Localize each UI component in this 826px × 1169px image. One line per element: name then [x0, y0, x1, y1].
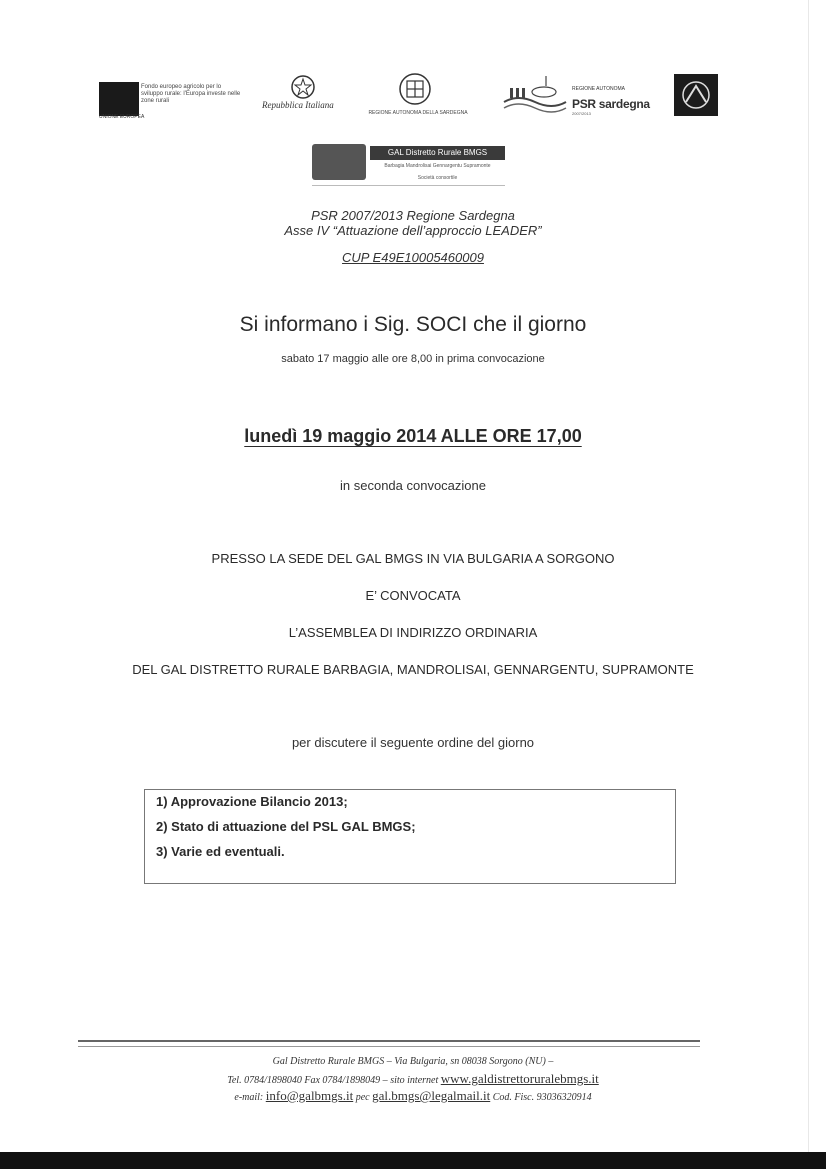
agenda-item: 2) Stato di attuazione del PSL GAL BMGS;	[156, 819, 416, 834]
republic-logo-text: Repubblica Italiana	[262, 100, 334, 110]
gal-logo-subtitle-2: Società consortile	[417, 175, 458, 181]
gal-logo-title: GAL Distretto Rurale BMGS	[370, 146, 505, 160]
program-title: PSR 2007/2013 Regione Sardegna	[311, 208, 515, 223]
meeting-date	[0, 426, 826, 447]
agenda-intro: per discutere il seguente ordine del giorno	[291, 735, 535, 750]
eu-logo-caption: UNIONE EUROPEA	[99, 114, 145, 120]
program-axis: Asse IV “Attuazione dell’approccio LEADER”	[284, 223, 542, 238]
footer-pec-label: pec	[355, 1092, 370, 1103]
gal-full-name: DEL GAL DISTRETTO RURALE BARBAGIA, MANDROLISAI, GENNARGENTU, SUPRAMONTE	[132, 662, 694, 677]
agenda-item: 3) Varie ed eventuali.	[156, 844, 285, 859]
notice-headline: Si informano i Sig. SOCI che il giorno	[239, 313, 587, 336]
first-call-text: sabato 17 maggio alle ore 8,00 in prima convocazione	[281, 353, 545, 365]
meeting-date-text: lunedì 19 maggio 2014 ALLE ORE 17,00	[244, 426, 582, 446]
agenda-box	[144, 789, 676, 884]
website-link[interactable]: www.galdistrettoruralebmgs.it	[440, 1071, 599, 1086]
footer-email-label: e-mail:	[234, 1092, 264, 1103]
scan-right-edge	[808, 0, 826, 1152]
cup-code-text: CUP E49E10005460009	[342, 250, 484, 265]
footer-tax-code: Cod. Fisc. 93036320914	[492, 1092, 592, 1103]
assembly-type: L’ASSEMBLEA DI INDIRIZZO ORDINARIA	[288, 625, 538, 640]
cup-code	[0, 250, 826, 265]
agenda-item: 1) Approvazione Bilancio 2013;	[156, 794, 348, 809]
footer-address: Gal Distretto Rurale BMGS – Via Bulgaria, sn 08038 Sorgono (NU) –	[272, 1056, 554, 1067]
eu-logo-text: Fondo europeo agricolo per lo sviluppo rurale: l'Europa investe nelle zone rurali	[141, 84, 241, 104]
psr-logo-sub: 2007/2013	[572, 111, 591, 116]
sardinia-region-emblem-icon	[399, 72, 431, 106]
gal-logo-divider	[312, 185, 505, 186]
italian-republic-emblem-icon	[290, 74, 316, 100]
leader-logo-icon	[674, 74, 718, 116]
meeting-location: PRESSO LA SEDE DEL GAL BMGS IN VIA BULGARIA A SORGONO	[211, 551, 615, 566]
footer-phone: Tel. 0784/1898040 Fax 0784/1898049 –	[227, 1075, 388, 1086]
psr-logo-name: PSR sardegna	[572, 97, 650, 111]
pec-email-link[interactable]: gal.bmgs@legalmail.it	[372, 1088, 491, 1103]
footer-site-label: sito internet	[390, 1075, 439, 1086]
scan-bottom-edge	[0, 1152, 826, 1169]
footer-contacts	[0, 1071, 826, 1087]
footer-divider	[78, 1040, 700, 1047]
psr-logo-small-text: REGIONE AUTONOMA	[572, 86, 625, 92]
second-call-text: in seconda convocazione	[340, 478, 486, 493]
convened-text: E’ CONVOCATA	[365, 588, 461, 603]
psr-sardegna-logo-icon	[502, 72, 568, 114]
footer-emails	[0, 1088, 826, 1104]
eu-flag-logo	[99, 82, 139, 116]
gal-logo-image	[312, 144, 366, 180]
ras-logo-text: REGIONE AUTONOMA DELLA SARDEGNA	[368, 110, 468, 116]
gal-logo-subtitle: Barbagia Mandrolisai Gennargentu Supramonte	[384, 163, 491, 169]
email-link[interactable]: info@galbmgs.it	[265, 1088, 354, 1103]
